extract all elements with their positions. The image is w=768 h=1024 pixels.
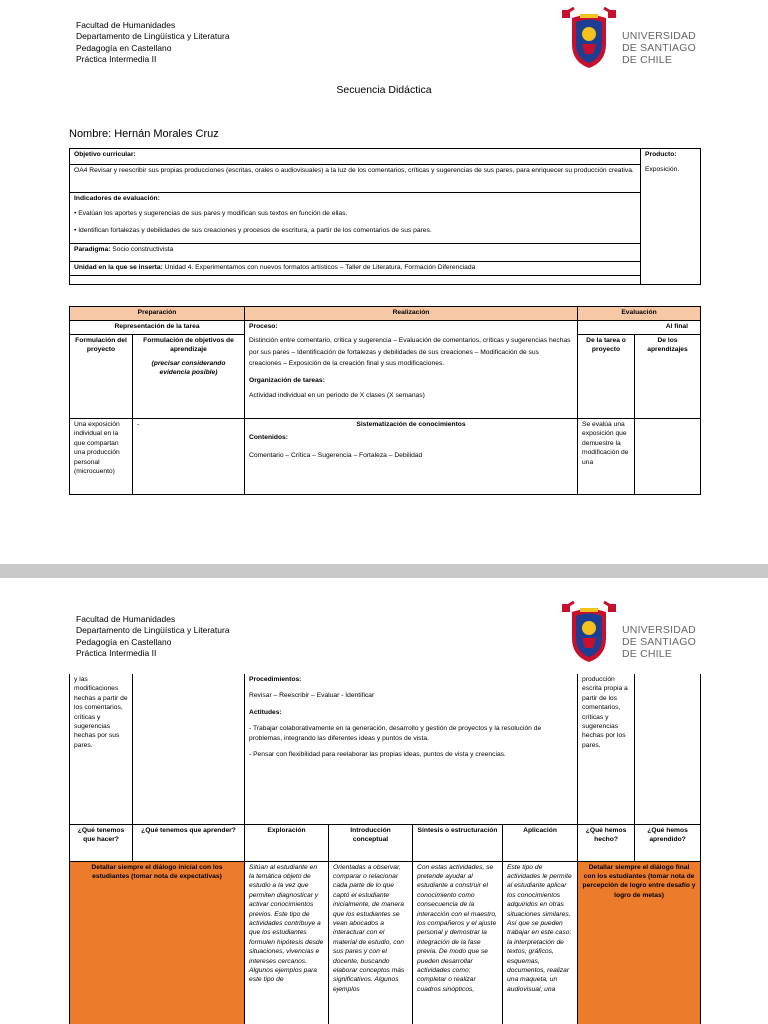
university-crest-icon xyxy=(560,6,618,72)
contenidos-text: Comentario – Crítica – Sugerencia – Fortaleza – Debilidad xyxy=(249,451,423,459)
proyecto-continuation-cell: y las modificaciones hechas a partir de los comentarios, críticas y sugerencias hechas por sus pares. xyxy=(70,674,133,824)
info-empty-cell xyxy=(70,276,641,285)
proceso-label: Proceso: xyxy=(249,323,278,330)
organizacion-text: Actividad individual en un periodo de X clases (X semanas) xyxy=(249,392,425,400)
faculty-line: Facultad de Humanidades xyxy=(76,614,176,624)
department-line: Departamento de Lingüística y Literatura xyxy=(76,625,230,636)
introduccion-header: Introducción conceptual xyxy=(329,824,413,861)
university-name: UNIVERSIDAD DE SANTIAGO DE CHILE xyxy=(622,30,696,66)
exploracion-text-cell: Sitúan al estudiante en la temática objeto de estudio a la vez que permiten diagnosticar y activar conocimientos previos. Este tipo de actividades contribuye a que los estudiantes formulen hipótesis desde situaciones, vivencias e intereses cercanos. Algunos ejemplos para este tipo de xyxy=(245,861,329,1024)
objective-text-cell: OA4 Revisar y reescribir sus propias producciones (escritas, orales o audiovisuales) a la luz de los comentarios, críticas y sugerencias de sus pares, para enriquecer su producción creativa. xyxy=(70,165,641,193)
sintesis-text-cell: Con estas actividades, se pretende ayudar al estudiante a construir el conocimiento como consecuencia de la interacción con el maestro, los compañeros y el ajuste personal y demostrar la integración de la fase previa. De modo que se pueden desarrollar actividades como: completar o realizar cuadros sinópticos, xyxy=(413,861,503,1024)
university-crest-icon xyxy=(560,600,618,666)
aprendizajes-continuation-cell xyxy=(635,674,701,824)
preparacion-header: Preparación xyxy=(70,307,245,321)
contenidos-label: Contenidos: xyxy=(249,434,289,442)
aplicacion-header: Aplicación xyxy=(503,824,578,861)
sistematizacion-header: Sistematización de conocimientos xyxy=(356,421,466,428)
que-hacer-header: ¿Qué tenemos que hacer? xyxy=(70,824,133,861)
de-los-aprendizajes-header: De los aprendizajes xyxy=(635,335,701,419)
unit-cell: Unidad en la que se inserta: Unidad 4. Experimentamos con nuevos formatos artísticos – Taller de Literatura, Formación Diferenciada xyxy=(70,262,641,276)
formulacion-objetivos-header: Formulación de objetivos de aprendizaje (precisar considerando evidencia posible) xyxy=(133,335,245,419)
dialogo-final-cell: Detallar siempre el diálogo final con los estudiantes (tomar nota de percepción de logro entre desafío y logro de metas) xyxy=(578,861,701,1024)
paradigm-cell: Paradigma: Socio constructivista xyxy=(70,244,641,262)
procedimientos-label: Procedimientos: xyxy=(249,676,302,683)
actitud-2: - Pensar con flexibilidad para reelaborar las propias ideas, puntos de vista y creencias. xyxy=(249,751,506,759)
program-line: Pedagogía en Castellano xyxy=(76,42,172,53)
document-page-2 xyxy=(0,578,768,1024)
indicator-1: • Evalúan los aportes y sugerencias de sus pares y modifican sus textos en función de ellas. xyxy=(74,210,348,218)
actitudes-label: Actitudes: xyxy=(249,708,282,716)
evaluacion-header: Evaluación xyxy=(578,307,701,321)
procedimientos-cell xyxy=(245,674,578,824)
de-la-tarea-header: De la tarea o proyecto xyxy=(578,335,635,419)
university-logo-2 xyxy=(560,600,768,670)
proceso-cell xyxy=(245,321,578,419)
university-logo xyxy=(560,6,768,76)
formulacion-proyecto-header: Formulación del proyecto xyxy=(70,335,133,419)
program-line: Pedagogía en Castellano xyxy=(76,636,172,647)
university-name: UNIVERSIDAD DE SANTIAGO DE CHILE xyxy=(622,624,696,660)
sistematizacion-cell xyxy=(245,419,578,495)
que-hecho-header: ¿Qué hemos hecho? xyxy=(578,824,635,861)
al-final-header: Al final xyxy=(578,321,701,335)
organizacion-label: Organización de tareas: xyxy=(249,376,325,384)
product-cell xyxy=(641,149,701,285)
course-line: Práctica Intermedia II xyxy=(76,53,157,64)
student-name: Nombre: Hernán Morales Cruz xyxy=(69,128,219,140)
introduccion-text-cell: Orientadas a observar, comparar o relacionar cada parte de lo que captó el estudiante inicialmente, de manera que los estudiantes se vean abocados a interactuar con el material de estudio, con sus pares y con el docente, buscando elaborar conceptos más significativos. Algunos ejemplos xyxy=(329,861,413,1024)
product-label: Producto: xyxy=(645,151,677,158)
course-line: Práctica Intermedia II xyxy=(76,647,157,658)
aplicacion-text-cell: Este tipo de actividades le permite al estudiante aplicar los conocimientos adquiridos en otras situaciones similares. Así que se pueden trabajar en este caso: la interpretación de textos, gráficos, esquemas, documentos, realizar una maqueta, un audiovisual, una xyxy=(503,861,578,1024)
sintesis-header: Síntesis o estructuración xyxy=(413,824,503,861)
representacion-header: Representación de la tarea xyxy=(70,321,245,335)
tarea-evaluacion-continuation-cell: producción escrita propia a partir de los comentarios, críticas y sugerencias hechas por los pares. xyxy=(578,674,635,824)
institution-header-2 xyxy=(76,614,230,659)
precisar-note: (precisar considerando evidencia posible) xyxy=(151,359,226,377)
indicators-cell xyxy=(70,193,641,244)
que-aprender-header: ¿Qué tenemos que aprender? xyxy=(133,824,245,861)
indicators-label: Indicadores de evaluación: xyxy=(74,195,160,202)
product-text: Exposición. xyxy=(645,166,680,174)
faculty-line: Facultad de Humanidades xyxy=(76,20,176,30)
objective-label-cell: Objetivo curricular: xyxy=(70,149,641,165)
proyecto-text-cell: Una exposición individual en la que compartan una producción personal (microcuento) xyxy=(70,419,133,495)
sequence-table-part-2 xyxy=(69,674,701,1024)
dialogo-inicial-cell: Detallar siempre el diálogo inicial con los estudiantes (tomar nota de expectativas) xyxy=(70,861,245,1024)
objetivos-continuation-cell xyxy=(133,674,245,824)
curriculum-info-table xyxy=(69,148,701,285)
sequence-table-part-1 xyxy=(69,306,701,495)
actitud-1: - Trabajar colaborativamente en la generación, desarrollo y gestión de proyectos y la resolución de problemas, integrando las diferentes ideas y puntos de vista. xyxy=(249,725,542,742)
objetivos-text-cell: - xyxy=(133,419,245,495)
proceso-text: Distinción entre comentario, crítica y sugerencia – Evaluación de comentarios, críticas y sugerencias hechas por sus pares – Identificación de fortalezas y debilidades de sus creaciones – Modificación de sus creaciones – Exposición de la creación final y sus modificaciones. xyxy=(249,337,571,368)
que-aprendido-header: ¿Qué hemos aprendido? xyxy=(635,824,701,861)
procedimientos-text: Revisar – Reescribir – Evaluar - Identificar xyxy=(249,692,375,700)
exploracion-header: Exploración xyxy=(245,824,329,861)
tarea-evaluacion-cell: Se evalúa una exposición que demuestre la modificación de una xyxy=(578,419,635,495)
document-title: Secuencia Didáctica xyxy=(336,84,432,96)
aprendizajes-evaluacion-cell xyxy=(635,419,701,495)
institution-header xyxy=(76,20,230,65)
realizacion-header: Realización xyxy=(245,307,578,321)
department-line: Departamento de Lingüística y Literatura xyxy=(76,31,230,42)
indicator-2: • Identifican fortalezas y debilidades de sus creaciones y procesos de escritura, a partir de los comentarios de sus pares. xyxy=(74,226,432,234)
